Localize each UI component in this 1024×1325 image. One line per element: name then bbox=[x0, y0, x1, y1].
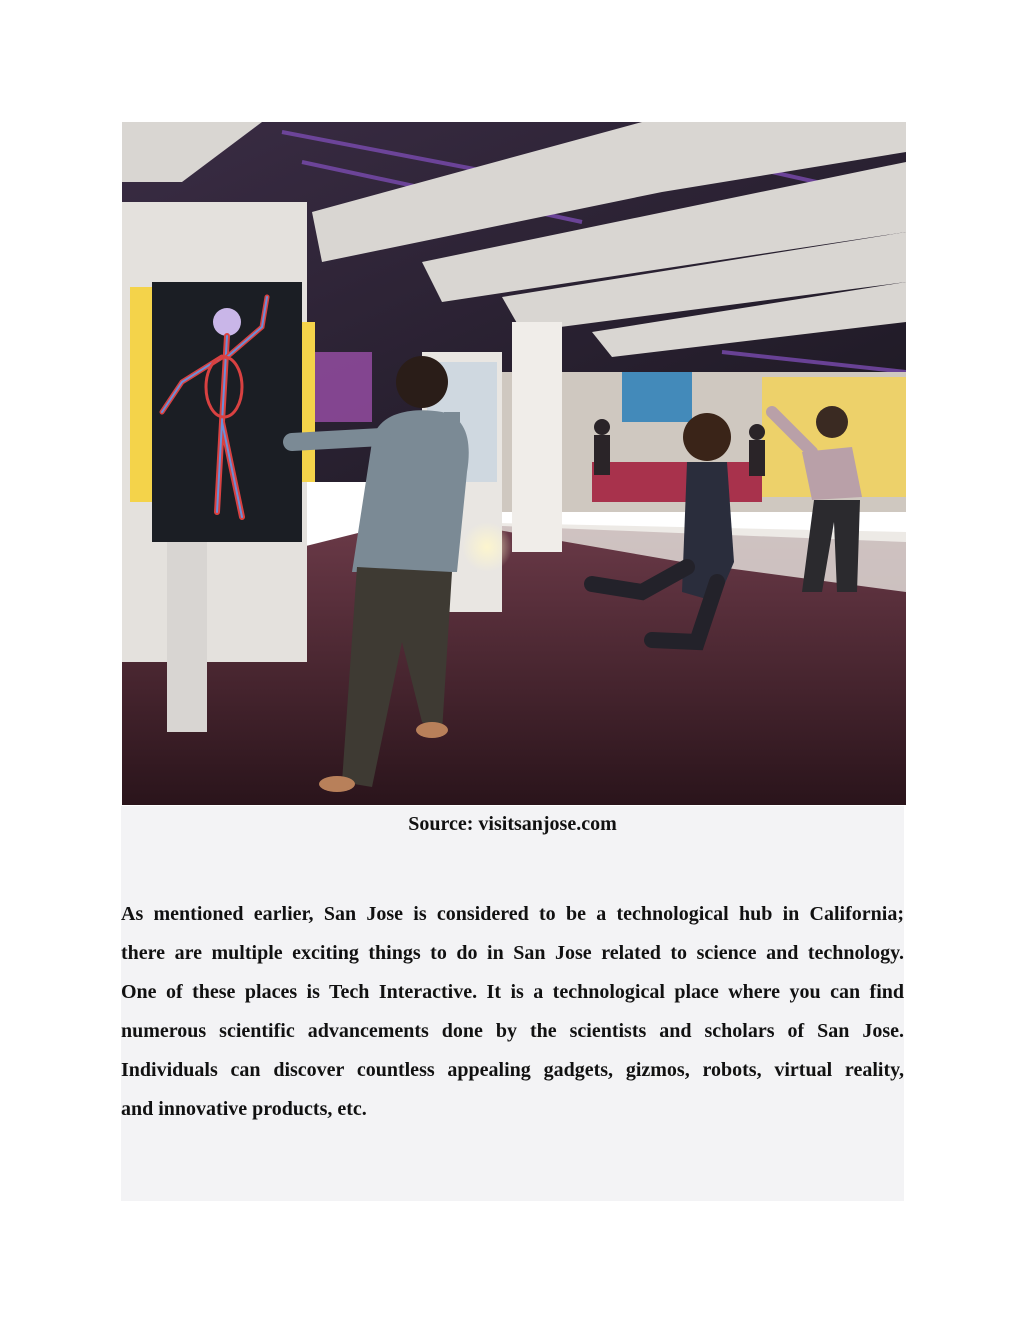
paragraph-line: and innovative products, etc. bbox=[121, 1098, 367, 1120]
paragraph-line: numerous scientific advancements done by the scientists and scholars of San Jose. bbox=[121, 1020, 904, 1042]
body-paragraph bbox=[121, 895, 904, 1129]
paragraph-line: As mentioned earlier, San Jose is considered to be a technological hub in California; bbox=[121, 903, 904, 925]
pillar bbox=[512, 322, 562, 552]
exhibit-photo bbox=[122, 122, 906, 805]
spotlight bbox=[462, 522, 512, 572]
kiosk-post bbox=[167, 542, 207, 732]
red-exhibit-table bbox=[592, 462, 762, 502]
kiosk-light-left bbox=[130, 287, 152, 502]
purple-sign bbox=[312, 352, 372, 422]
paragraph-line: One of these places is Tech Interactive. It is a technological place where you can find bbox=[121, 981, 904, 1003]
paragraph-line: Individuals can discover countless appealing gadgets, gizmos, robots, virtual reality, bbox=[121, 1059, 904, 1081]
blue-display bbox=[622, 372, 692, 422]
image-caption: Source: visitsanjose.com bbox=[408, 813, 617, 835]
paragraph-line: there are multiple exciting things to do in San Jose related to science and technology. bbox=[121, 942, 904, 964]
